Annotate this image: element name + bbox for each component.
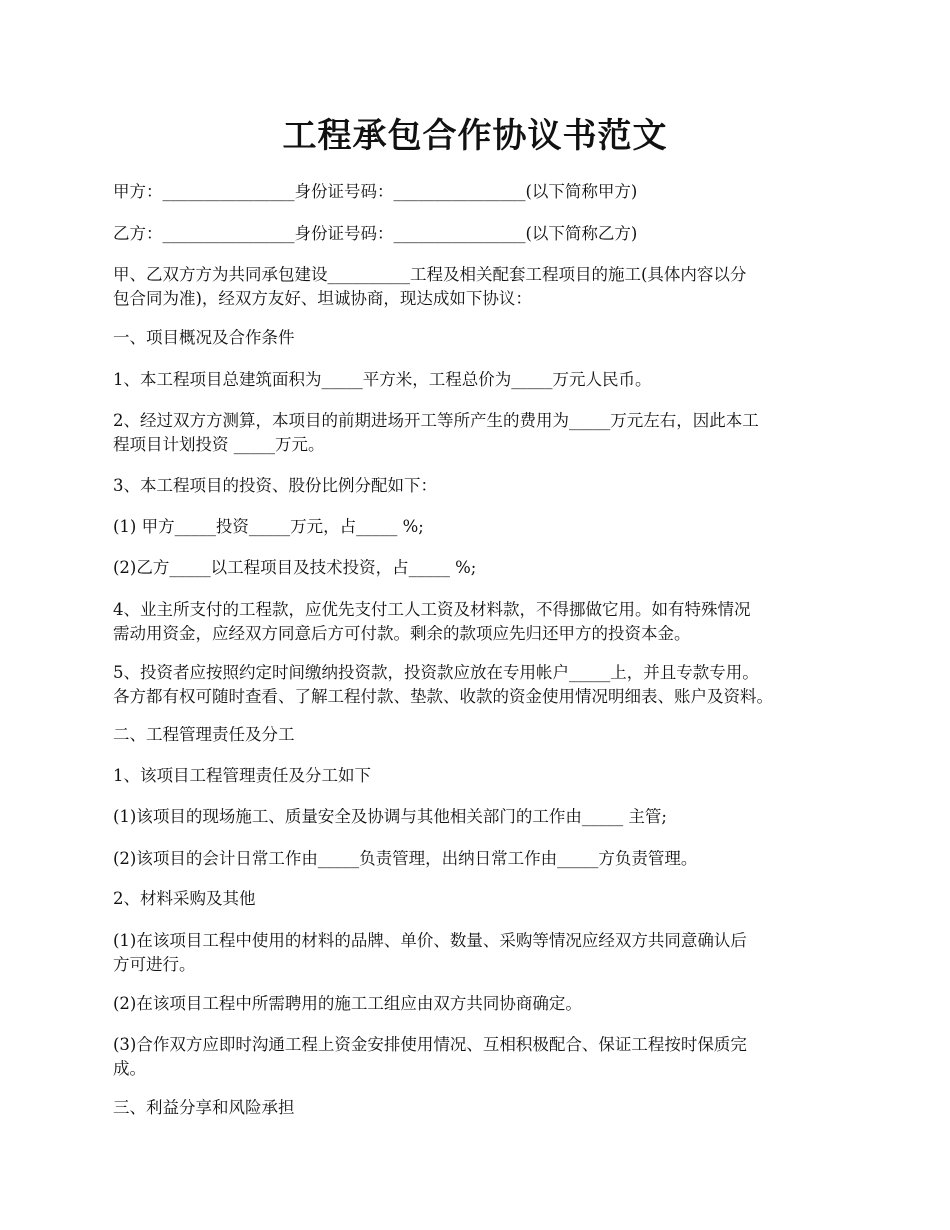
clause-1-3-1: (1) 甲方_____投资_____万元，占_____ %; (113, 517, 424, 536)
clause-1-2: 2、经过双方方测算，本项目的前期进场开工等所产生的费用为_____万元左右，因此本工 程项目计划投资 _____万元。 (113, 411, 759, 454)
document-title: 工程承包合作协议书范文 (282, 116, 668, 156)
party-a-line: 甲方：________________身份证号码：________________(以下简称甲方) (113, 182, 638, 201)
clause-1-3: 3、本工程项目的投资、股份比例分配如下： (113, 476, 437, 495)
clause-1-5: 5、投资者应按照约定时间缴纳投资款，投资款应放在专用帐户_____上，并且专款专用。 各方都有权可随时查看、了解工程付款、垫款、收款的资金使用情况明细表、账户及资料。 (113, 663, 773, 706)
party-b-line: 乙方：________________身份证号码：________________(以下简称乙方) (113, 224, 638, 243)
clause-2-2-2: (2)在该项目工程中所需聘用的施工工组应由双方共同协商确定。 (113, 994, 582, 1013)
clause-2-2-1: (1)在该项目工程中使用的材料的品牌、单价、数量、采购等情况应经双方共同意确认后 方可进行。 (113, 931, 747, 974)
clause-2-2-3: (3)合作双方应即时沟通工程上资金安排使用情况、互相积极配合、保证工程按时保质完 成。 (113, 1035, 747, 1078)
clause-2-1-1: (1)该项目的现场施工、质量安全及协调与其他相关部门的工作由_____ 主管; (113, 807, 667, 826)
clause-1-1: 1、本工程项目总建筑面积为_____平方米，工程总价为_____万元人民币。 (113, 370, 652, 389)
section-heading-1: 一、项目概况及合作条件 (113, 328, 295, 347)
section-heading-3: 三、利益分享和风险承担 (113, 1098, 295, 1117)
clause-1-4: 4、业主所支付的工程款，应优先支付工人工资及材料款，不得挪做它用。如有特殊情况 需动用资金，应经双方同意后方可付款。剩余的款项应先归还甲方的投资本金。 (113, 600, 751, 643)
clause-2-1-2: (2)该项目的会计日常工作由_____负责管理，出纳日常工作由_____方负责管理。 (113, 849, 698, 868)
clause-2-2: 2、材料采购及其他 (113, 889, 256, 908)
clause-2-1: 1、该项目工程管理责任及分工如下 (113, 766, 371, 785)
section-heading-2: 二、工程管理责任及分工 (113, 725, 295, 744)
preamble-paragraph: 甲、乙双方方为共同承包建设__________工程及相关配套工程项目的施工(具体内容以分 包合同为准)，经双方友好、坦诚协商，现达成如下协议： (113, 265, 747, 308)
clause-1-3-2: (2)乙方_____以工程项目及技术投资，占_____ %; (113, 558, 477, 577)
